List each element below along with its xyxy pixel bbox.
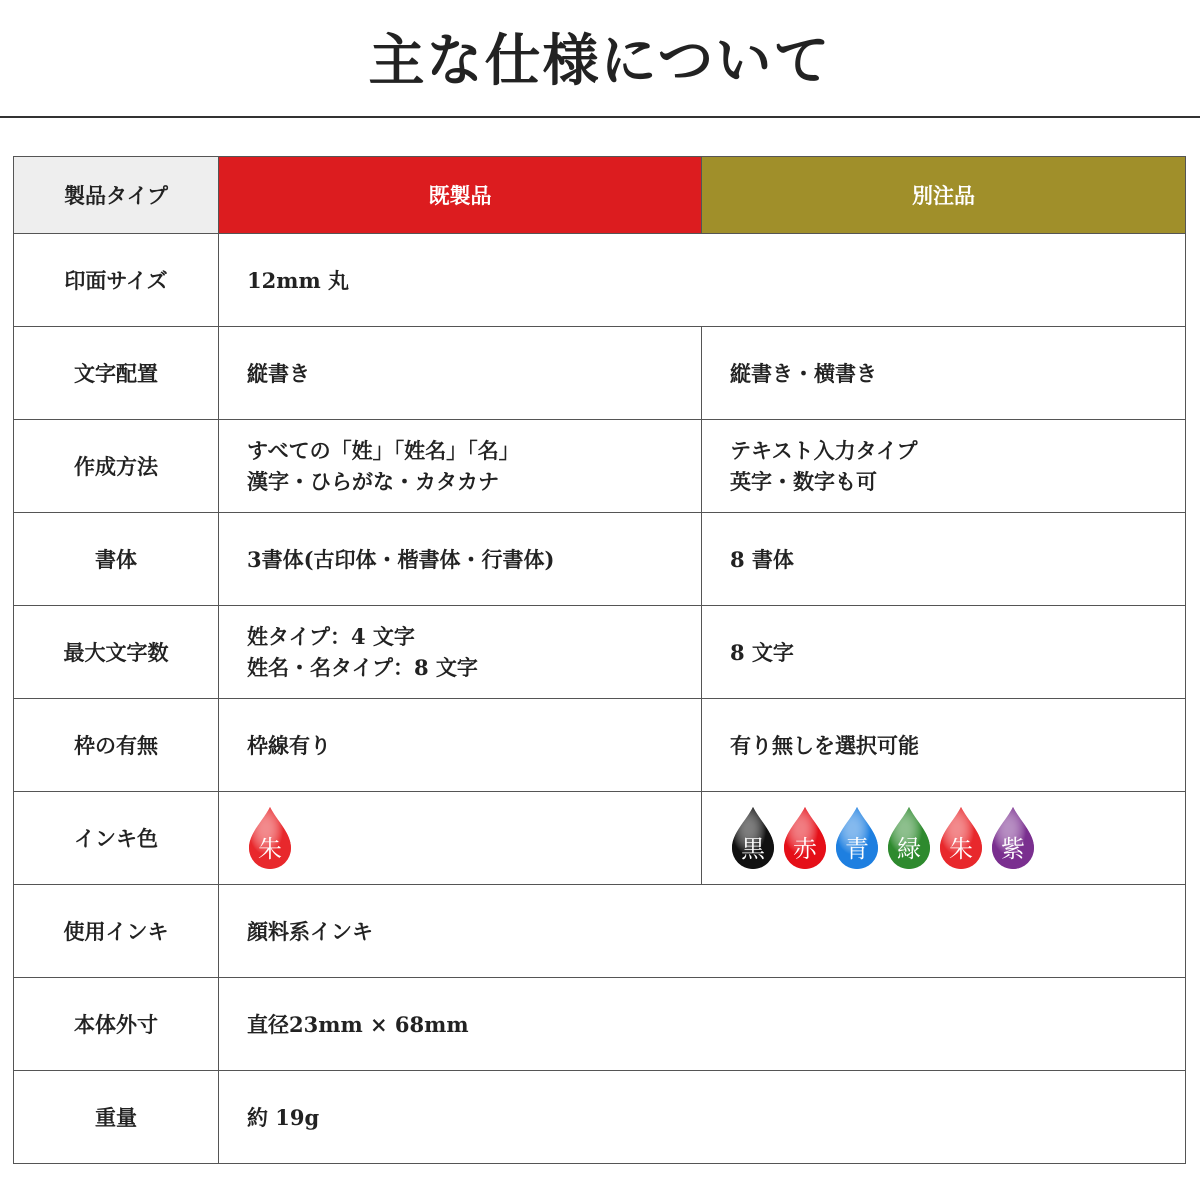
- method-standard-line2: 漢字・ひらがな・カタカナ: [247, 469, 499, 494]
- max-chars-standard-line2: 姓名・名タイプ：8 文字: [247, 655, 478, 680]
- title-divider: [0, 116, 1200, 118]
- purple-ink-drop-icon: [990, 805, 1036, 871]
- page-title: 主な仕様について: [368, 28, 832, 94]
- dimensions-value: 直径23mm × 68mm: [219, 978, 1186, 1071]
- red-ink-drop-icon: [782, 805, 828, 871]
- ink-drop-label: 朱: [258, 835, 282, 863]
- weight-label: 重量: [14, 1071, 219, 1164]
- ink-drops-standard: [247, 805, 701, 871]
- layout-custom: 縦書き・横書き: [702, 327, 1186, 420]
- table-row: [14, 234, 1186, 327]
- max-chars-custom: 8 文字: [702, 606, 1186, 699]
- print-size-value: 12mm 丸: [219, 234, 1186, 327]
- ink-drop-label: 朱: [949, 835, 973, 863]
- font-custom: 8 書体: [702, 513, 1186, 606]
- method-standard-line1: すべての「姓」「姓名」「名」: [247, 438, 520, 463]
- dimensions-label: 本体外寸: [14, 978, 219, 1071]
- ink-drop-label: 青: [845, 835, 869, 863]
- product-type-label: 製品タイプ: [14, 157, 219, 234]
- header-row: [14, 157, 1186, 234]
- table-row: [14, 606, 1186, 699]
- spec-table: [13, 156, 1186, 1164]
- blue-ink-drop-icon: [834, 805, 880, 871]
- max-chars-label: 最大文字数: [14, 606, 219, 699]
- font-label: 書体: [14, 513, 219, 606]
- table-row: [14, 513, 1186, 606]
- table-row: [14, 792, 1186, 885]
- ink-drop-label: 黒: [741, 835, 765, 863]
- custom-product-header: 別注品: [702, 157, 1186, 234]
- ink-color-standard: [219, 792, 702, 885]
- standard-product-header: 既製品: [219, 157, 702, 234]
- method-custom-line2: 英字・数字も可: [730, 469, 877, 494]
- ink-type-label: 使用インキ: [14, 885, 219, 978]
- method-label: 作成方法: [14, 420, 219, 513]
- weight-value: 約 19g: [219, 1071, 1186, 1164]
- print-size-label: 印面サイズ: [14, 234, 219, 327]
- table-row: [14, 1071, 1186, 1164]
- max-chars-standard-line1: 姓タイプ：4 文字: [247, 624, 415, 649]
- frame-custom: 有り無しを選択可能: [702, 699, 1186, 792]
- table-row: [14, 420, 1186, 513]
- table-row: [14, 327, 1186, 420]
- ink-drop-label: 緑: [897, 835, 921, 863]
- ink-drop-label: 赤: [793, 835, 817, 863]
- black-ink-drop-icon: [730, 805, 776, 871]
- method-custom-line1: テキスト入力タイプ: [730, 438, 918, 463]
- layout-standard: 縦書き: [219, 327, 702, 420]
- table-row: [14, 885, 1186, 978]
- method-standard: [219, 420, 702, 513]
- max-chars-standard: [219, 606, 702, 699]
- ink-drop-label: 紫: [1001, 835, 1025, 863]
- ink-drops-custom: [730, 805, 1185, 871]
- ink-type-value: 顔料系インキ: [219, 885, 1186, 978]
- frame-label: 枠の有無: [14, 699, 219, 792]
- method-custom: [702, 420, 1186, 513]
- table-row: [14, 699, 1186, 792]
- vermilion-ink-drop-icon: [247, 805, 293, 871]
- frame-standard: 枠線有り: [219, 699, 702, 792]
- font-standard: 3書体(古印体・楷書体・行書体): [219, 513, 702, 606]
- vermilion-ink-drop-icon: [938, 805, 984, 871]
- ink-color-custom: [702, 792, 1186, 885]
- ink-color-label: インキ色: [14, 792, 219, 885]
- green-ink-drop-icon: [886, 805, 932, 871]
- layout-label: 文字配置: [14, 327, 219, 420]
- table-row: [14, 978, 1186, 1071]
